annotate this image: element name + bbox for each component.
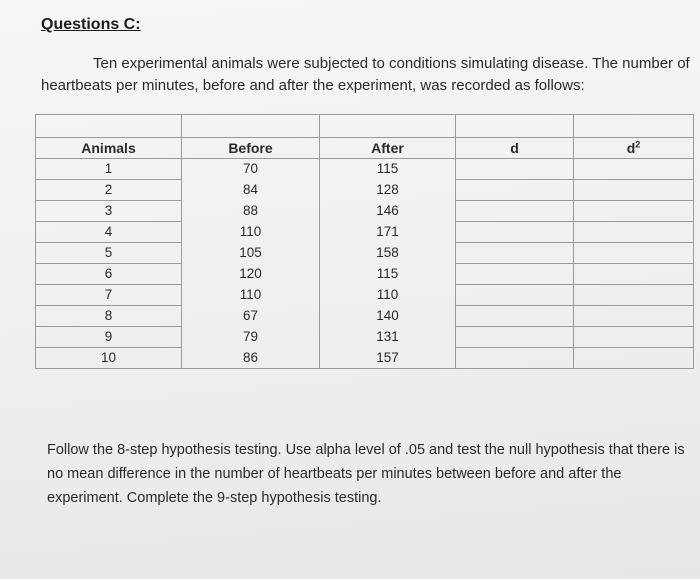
d-squared-cell [574,159,694,180]
before-cell: 70 [182,159,320,180]
d-squared-cell [574,327,694,348]
d-cell [456,201,574,222]
animal-cell: 4 [36,222,182,243]
table-row [36,243,694,264]
d-cell [456,222,574,243]
before-cell: 110 [182,222,320,243]
d-cell [456,264,574,285]
table-row [36,222,694,243]
before-cell: 105 [182,243,320,264]
animal-cell: 3 [36,201,182,222]
d-squared-cell [574,306,694,327]
animal-cell: 5 [36,243,182,264]
after-cell: 158 [320,243,456,264]
d-squared-cell [574,243,694,264]
header-after: After [320,138,456,159]
header-d-squared: $d^2$ [574,138,694,159]
header-before: Before [182,138,320,159]
before-cell: 67 [182,306,320,327]
table-row [36,201,694,222]
heartbeat-table [35,114,694,369]
table-row [36,159,694,180]
after-cell: 146 [320,201,456,222]
animal-cell: 9 [36,327,182,348]
after-cell: 128 [320,180,456,201]
after-cell: 115 [320,264,456,285]
data-table-container [35,114,693,369]
table-row [36,264,694,285]
animal-cell: 10 [36,348,182,369]
after-cell: 115 [320,159,456,180]
d-squared-cell [574,222,694,243]
d-cell [456,159,574,180]
before-cell: 84 [182,180,320,201]
d-cell [456,348,574,369]
table-header-row [36,138,694,159]
before-cell: 79 [182,327,320,348]
after-cell: 171 [320,222,456,243]
before-cell: 88 [182,201,320,222]
before-cell: 86 [182,348,320,369]
after-cell: 140 [320,306,456,327]
d-squared-cell [574,180,694,201]
d-squared-cell [574,348,694,369]
table-row [36,306,694,327]
question-heading: Questions C: [41,16,141,33]
table-row [36,180,694,201]
animal-cell: 2 [36,180,182,201]
d-squared-cell [574,285,694,306]
d-cell [456,285,574,306]
animal-cell: 8 [36,306,182,327]
table-spacer-row [36,115,694,138]
after-cell: 131 [320,327,456,348]
after-cell: 157 [320,348,456,369]
d-cell [456,306,574,327]
d-squared-cell [574,264,694,285]
animal-cell: 7 [36,285,182,306]
table-row [36,285,694,306]
before-cell: 120 [182,264,320,285]
after-cell: 110 [320,285,456,306]
instructions-paragraph: Follow the 8-step hypothesis testing. Use alpha level of .05 and test the null hypothesis that there is no mean difference in the number of heartbeats per minutes between before and after the experiment. Complete the 9-step hypothesis testing. [47,442,685,506]
animal-cell: 6 [36,264,182,285]
before-cell: 110 [182,285,320,306]
intro-paragraph: Ten experimental animals were subjected to conditions simulating disease. The number of heartbeats per minutes, before and after the experiment, was recorded as follows: [41,55,690,94]
animal-cell: 1 [36,159,182,180]
header-animals: Animals [36,138,182,159]
d-cell [456,243,574,264]
table-row [36,348,694,369]
d-squared-cell [574,201,694,222]
table-row [36,327,694,348]
header-d: d [456,138,574,159]
d-cell [456,327,574,348]
d-cell [456,180,574,201]
